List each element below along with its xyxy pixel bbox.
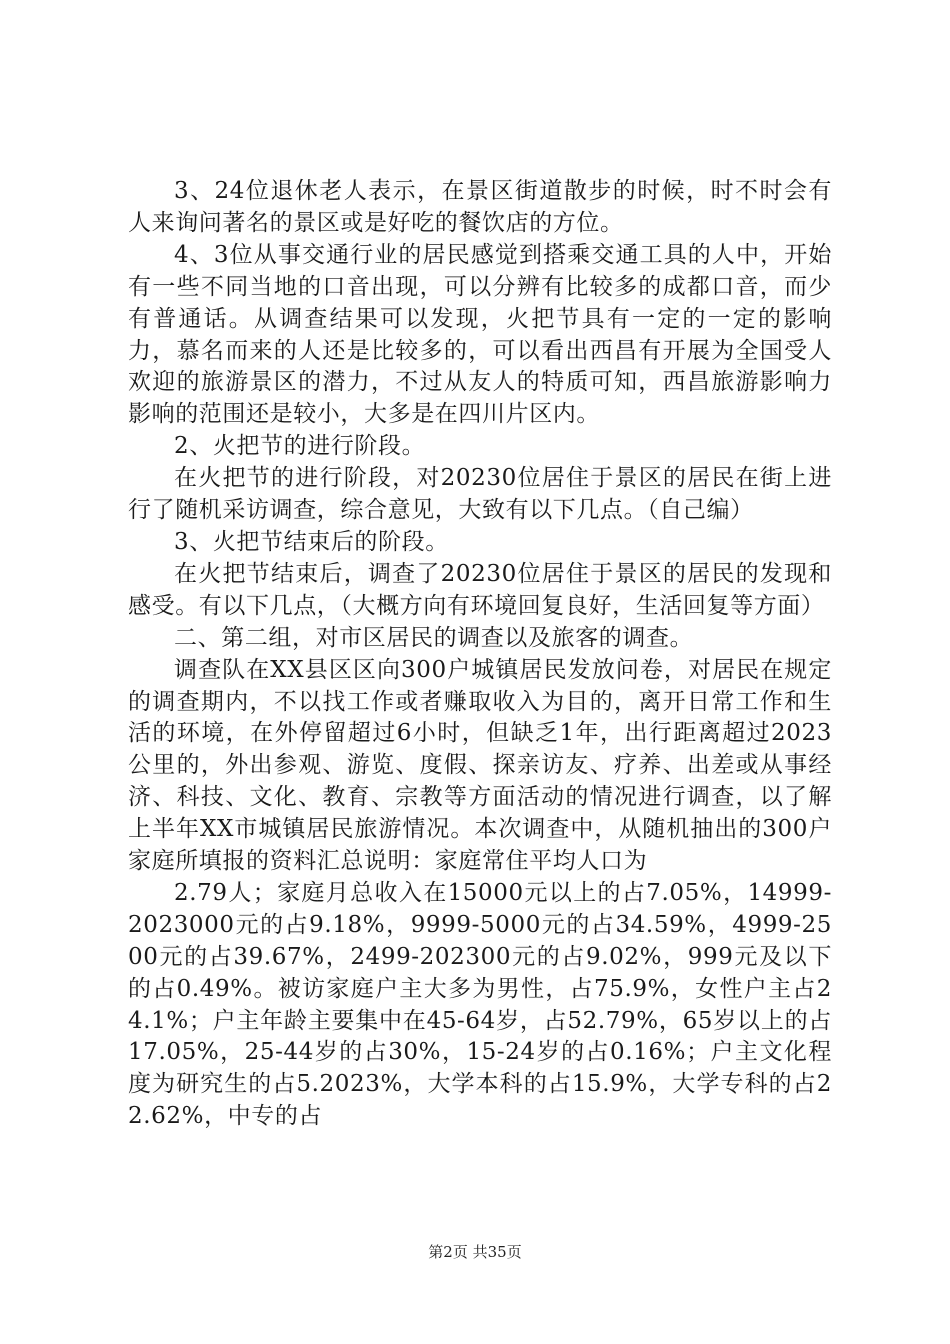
section-heading: 二、第二组，对市区居民的调查以及旅客的调查。	[174, 624, 694, 651]
paragraph: 在火把节的进行阶段，对20230位居住于景区的居民在街上进行了随机采访调查，综合意见，大致有以下几点。（自己编）	[128, 465, 832, 524]
section-heading: 2、火把节的进行阶段。	[174, 433, 426, 460]
section-heading: 3、火把节结束后的阶段。	[174, 528, 449, 555]
paragraph: 在火把节结束后，调查了20230位居住于景区的居民的发现和感受。有以下几点，（大概方向有环境回复良好，生活回复等方面）	[128, 560, 832, 619]
paragraph: 2.79人；家庭月总收入在15000元以上的占7.05%，14999-2023000元的占9.18%，9999-5000元的占34.59%，4999-2500元的占39.67%，2499-202300元的占9.02%，999元及以下的占0.49%。被访家庭户主大多为男性，占75.9%，女性户主占24.1%；户主年龄主要集中在45-64岁，占52.79%，65岁以上的占17.05%，25-44岁的占30%，15-24岁的占0.16%；户主文化程度为研究生的占5.2023%，大学本科的占15.9%，大学专科的占22.62%，中专的占	[128, 879, 832, 1130]
paragraph: 4、3位从事交通行业的居民感觉到搭乘交通工具的人中，开始有一些不同当地的口音出现，可以分辨有比较多的成都口音，而少有普通话。从调查结果可以发现，火把节具有一定的一定的影响力，慕名而来的人还是比较多的，可以看出西昌有开展为全国受人欢迎的旅游景区的潜力，不过从友人的特质可知，西昌旅游影响力影响的范围还是较小，大多是在四川片区内。	[128, 241, 832, 428]
document-body	[128, 176, 832, 1133]
page-footer: 第2页 共35页	[428, 1243, 522, 1261]
paragraph: 3、24位退休老人表示，在景区街道散步的时候，时不时会有人来询问著名的景区或是好吃的餐饮店的方位。	[128, 178, 832, 236]
paragraph: 调查队在XX县区区向300户城镇居民发放问卷，对居民在规定的调查期内，不以找工作或者赚取收入为目的，离开日常工作和生活的环境，在外停留超过6小时，但缺乏1年，出行距离超过2023公里的，外出参观、游览、度假、探亲访友、疗养、出差或从事经济、科技、文化、教育、宗教等方面活动的情况进行调查，以了解上半年XX市城镇居民旅游情况。本次调查中，从随机抽出的300户家庭所填报的资料汇总说明：家庭常住平均人口为	[128, 656, 832, 875]
